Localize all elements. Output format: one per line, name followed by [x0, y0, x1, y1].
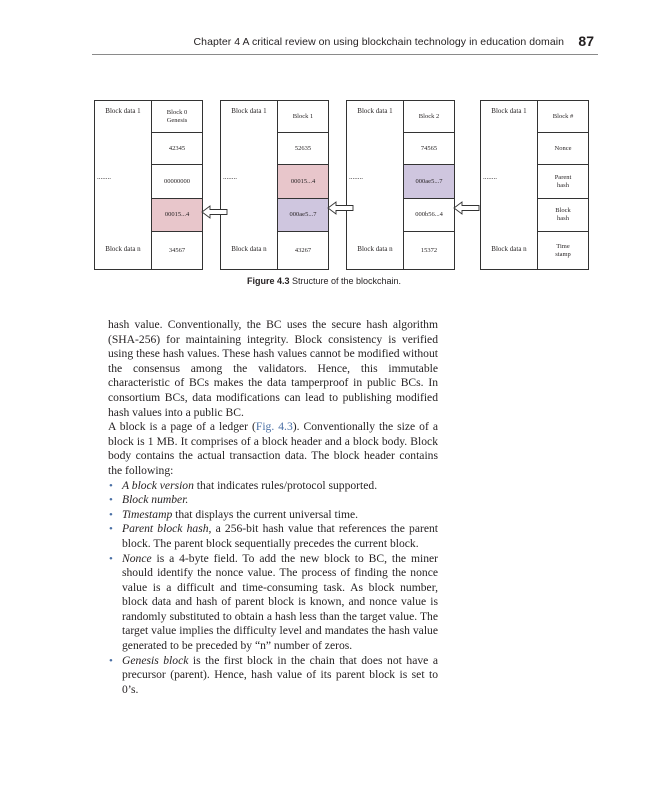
figure-caption — [0, 276, 648, 286]
block-data-ellipsis: ........ — [349, 173, 363, 181]
block-data-column — [221, 101, 278, 269]
parent-hash-cell: 000ae5...7 — [404, 165, 454, 199]
block-number-cell: Block 1 — [278, 101, 328, 133]
block-group-genesis — [94, 100, 203, 270]
block-data-ellipsis: ........ — [483, 173, 497, 181]
block-hash-cell: 000b56...4 — [404, 199, 454, 232]
nonce-cell: 74565 — [404, 133, 454, 165]
parent-hash-cell: 00015...4 — [278, 165, 328, 199]
block-header-list — [108, 479, 438, 698]
block-data-first: Block data 1 — [491, 107, 527, 115]
timestamp-cell: 34567 — [168, 246, 186, 254]
running-header — [92, 34, 598, 55]
block-group-1 — [220, 100, 329, 270]
block-number-cell: Block 2 — [404, 101, 454, 133]
list-item: • Genesis block is the first block in the chain that does not have a precursor (parent). Hence, hash value of its parent block is set to 0’s. — [108, 654, 438, 698]
list-item: • Timestamp that displays the current universal time. — [108, 508, 438, 523]
block-data-column — [347, 101, 404, 269]
block-header-column — [538, 101, 588, 269]
timestamp-cell: Time stamp — [555, 242, 571, 258]
caption-text: Structure of the blockchain. — [291, 276, 402, 286]
block-data-column — [481, 101, 538, 269]
block-header-column — [152, 101, 202, 269]
block-data-first: Block data 1 — [357, 107, 393, 115]
body-text — [108, 318, 438, 697]
timestamp-cell: 43267 — [294, 246, 312, 254]
chapter-title: Chapter 4 A critical review on using blockchain technology in education domain — [193, 36, 564, 48]
block-header-column — [404, 101, 454, 269]
parent-hash-cell: Parent hash — [538, 165, 588, 199]
block-hash-cell: 00015...4 — [152, 199, 202, 232]
block-data-first: Block data 1 — [105, 107, 141, 115]
paragraph-2: A block is a page of a ledger (Fig. 4.3). Conventionally the size of a block is 1 MB. It comprises of a block header and a block body. Block body contains the actual transaction data. The block header contains the following: — [108, 420, 438, 477]
block-data-last: Block data n — [231, 245, 267, 253]
list-item: • Nonce is a 4-byte field. To add the new block to BC, the miner should identify the nonce value. The process of finding the nonce value is a difficult and time-consuming task. As block number, block data and hash of parent block is known, and nonce value is randomly substituted to obtain a hash less than the target value. The target value implies the difficulty level and mandates the hash value generated to be preceded by “n” number of zeros. — [108, 552, 438, 654]
block-data-column — [95, 101, 152, 269]
list-item: • Block number. — [108, 493, 438, 508]
hash-link-arrow — [453, 201, 481, 215]
block-group-2 — [346, 100, 455, 270]
block-data-last: Block data n — [491, 245, 527, 253]
blockchain-structure-figure — [94, 100, 582, 270]
block-header-column — [278, 101, 328, 269]
block-hash-cell: Block hash — [538, 199, 588, 232]
block-data-last: Block data n — [357, 245, 393, 253]
block-number-cell: Block 0 Genesis — [152, 101, 202, 133]
list-item: • A block version that indicates rules/protocol supported. — [108, 479, 438, 494]
block-hash-cell: 000ae5...7 — [278, 199, 328, 232]
nonce-cell: Nonce — [538, 133, 588, 165]
list-item: • Parent block hash, a 256-bit hash value that references the parent block. The parent block sequentially precedes the current block. — [108, 522, 438, 551]
figure-link[interactable]: Fig. 4.3 — [255, 420, 293, 434]
block-data-last: Block data n — [105, 245, 141, 253]
paragraph-1: hash value. Conventionally, the BC uses the secure hash algorithm (SHA-256) for maintaining integrity. Block consistency is verified using these hash values. These hash values cannot be modified without the consensus among the validators. Hence, this immutable characteristic of BCs makes the data tamperproof in public BCs. In consortium BCs, data modifications can lead to publishing modified hash values into a public BC. — [108, 318, 438, 419]
parent-hash-cell: 00000000 — [152, 165, 202, 199]
hash-link-arrow — [201, 205, 229, 219]
caption-label: Figure 4.3 — [246, 276, 290, 286]
timestamp-cell: 15372 — [420, 246, 438, 254]
page-number: 87 — [578, 33, 594, 49]
nonce-cell: 52635 — [278, 133, 328, 165]
block-group-legend — [480, 100, 589, 270]
block-data-ellipsis: ........ — [97, 173, 111, 181]
block-data-first: Block data 1 — [231, 107, 267, 115]
block-data-ellipsis: ........ — [223, 173, 237, 181]
nonce-cell: 42345 — [152, 133, 202, 165]
block-number-cell: Block # — [538, 101, 588, 133]
hash-link-arrow — [327, 201, 355, 215]
